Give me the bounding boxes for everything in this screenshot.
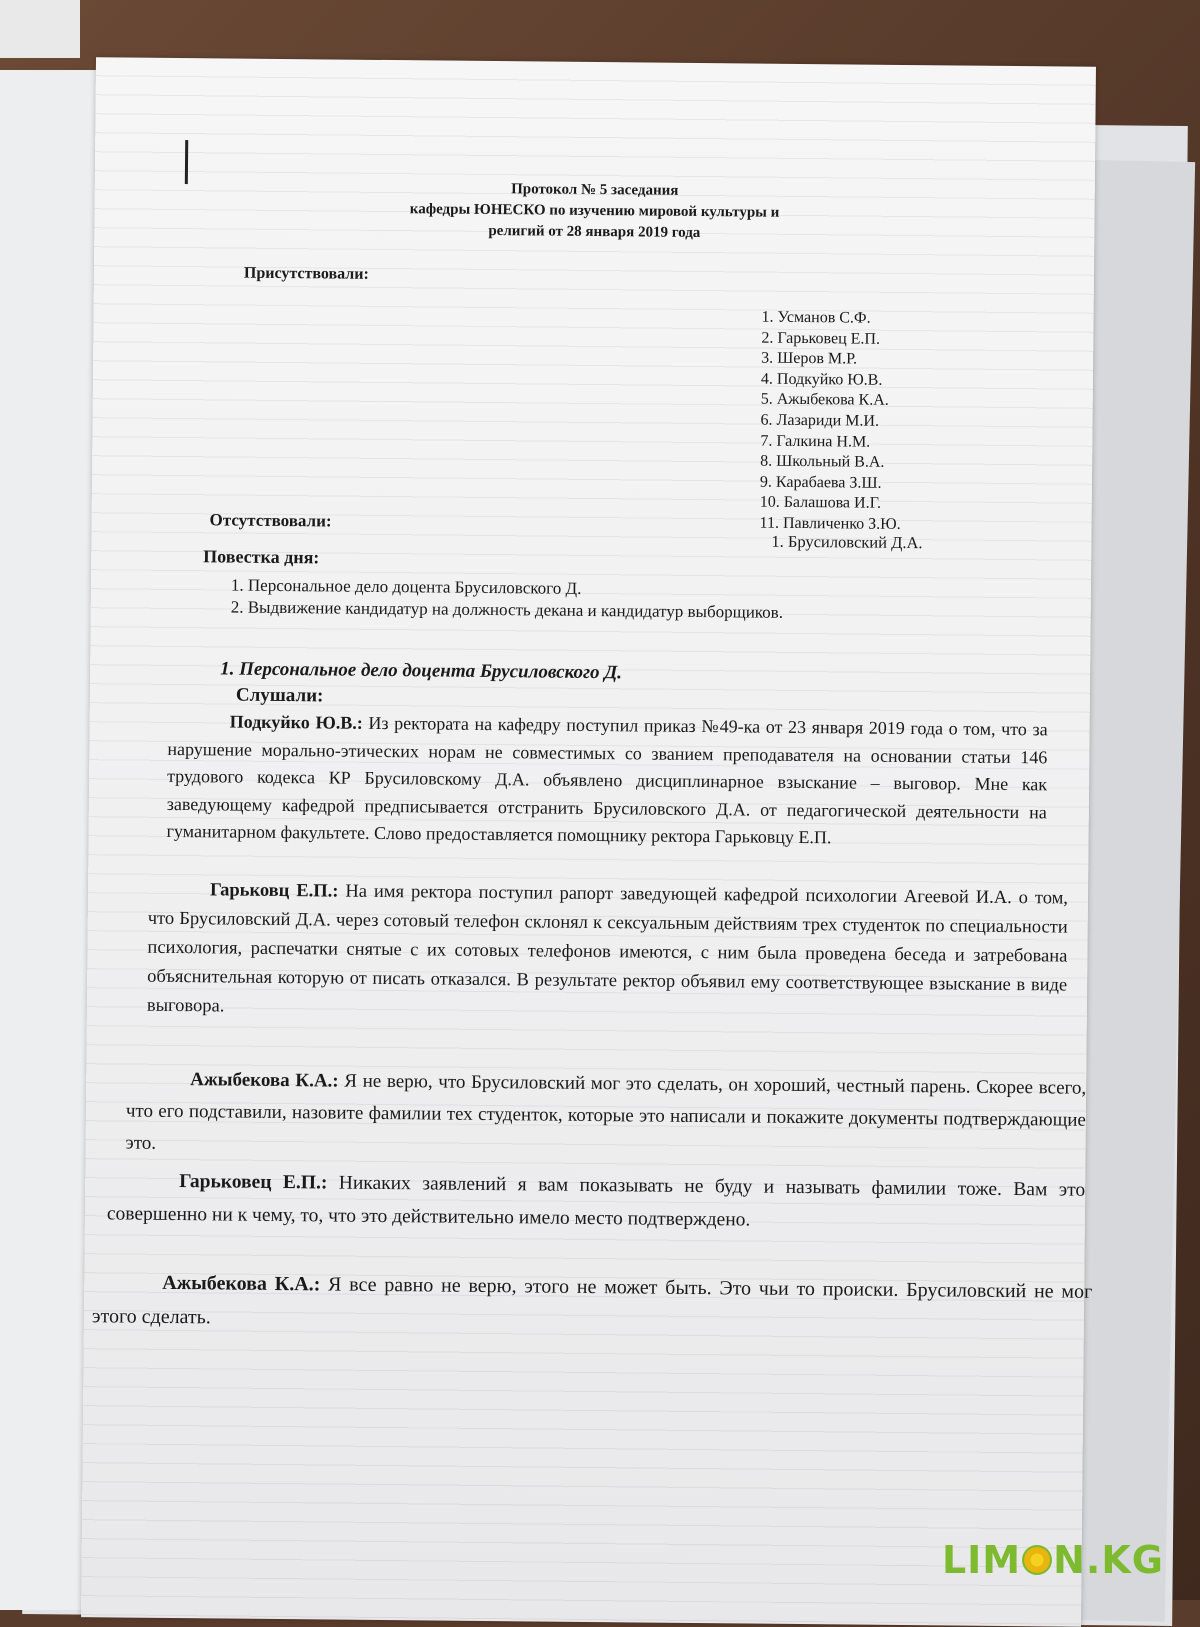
agenda-list — [231, 575, 784, 624]
attendee-item: 6. Лазариди М.И. — [760, 411, 880, 430]
attendee-item: 11. Павличенко З.Ю. — [759, 514, 901, 533]
attendee-item: 7. Галкина Н.М. — [760, 432, 871, 451]
minutes-paragraph — [147, 876, 1068, 1030]
minutes-paragraph — [107, 1165, 1086, 1239]
background-paper-corner — [0, 0, 80, 58]
logo-text-suffix: N.KG — [1053, 1538, 1164, 1582]
site-watermark-logo — [942, 1538, 1164, 1582]
attendee-item: 1. Усманов С.Ф. — [761, 308, 871, 327]
speech-text: Я все равно не верю, этого не может быть. Это чьи то происки. Брусиловский не мог этого сделать. — [91, 1273, 1093, 1329]
speaker-name: Ажыбекова К.А.: — [190, 1069, 339, 1092]
title-line: религий от 28 января 2019 года — [488, 222, 701, 242]
document-title — [94, 175, 1095, 248]
agenda-label: Повестка дня: — [203, 546, 320, 568]
speaker-name: Ажыбекова К.А.: — [162, 1271, 321, 1296]
speech-text: Из ректората на кафедру поступил приказ №49-ка от 23 января 2019 года о том, что за нарушение морально-этических норам не совместимых со званием преподавателя на основании статьи 146 трудового кодекса КР Брусиловскому Д.А. объявлено дисциплинарное взыскание – выговор. Мне как заведующему кафедрой предписывается отстранить Брусиловского Д.А. от педагогической деятельности на гуманитарном факультете. Слово предоставляется помощнику ректора Гарьковцу Е.П. — [166, 712, 1048, 848]
absent-label: Отсутствовали: — [209, 510, 332, 531]
title-line: Протокол № 5 заседания — [511, 181, 679, 199]
speech-text: На имя ректора поступил рапорт заведующей кафедрой психологии Агеевой И.А. о том, что Брусиловский Д.А. через сотовый телефон склонял к сексуальным действиям трех студенток по специальности психология, распечатки снятые с их сотовых телефонов имеются, с ним была проведена беседа и затребована объяснительная которую от писать отказался. В результате ректор объявил ему соответствующее взыскание в виде выговора. — [146, 881, 1069, 1017]
attendee-item: 5. Ажыбекова К.А. — [760, 390, 889, 410]
attendees-list — [759, 308, 902, 536]
speech-text: Я не верю, что Брусиловский мог это сделать, он хороший, честный парень. Скорее всего, что его подставили, назовите фамилии тех студенток, которые это написали и покажите документы подтверждающие это. — [125, 1070, 1087, 1154]
minutes-paragraph — [166, 708, 1047, 854]
minutes-paragraph — [92, 1265, 1093, 1343]
attendee-item: 3. Шеров М.Р. — [761, 349, 858, 368]
document-page — [81, 57, 1096, 1627]
absent-item: 1. Брусиловский Д.А. — [771, 531, 923, 553]
section-heading: 1. Персональное дело доцента Брусиловского Д. — [220, 658, 623, 684]
attendee-item: 10. Балашова И.Г. — [759, 493, 882, 513]
absent-list — [771, 532, 922, 553]
heard-label: Слушали: — [235, 684, 324, 707]
agenda-item: 2. Выдвижение кандидатур на должность декана и кандидатур выборщиков. — [230, 597, 784, 622]
minutes-paragraph — [125, 1064, 1086, 1169]
attendee-item: 9. Карабаева З.Ш. — [759, 473, 882, 492]
attendee-item: 4. Подкуйко Ю.В. — [760, 370, 883, 389]
attendee-item: 8. Школьный В.А. — [760, 452, 885, 471]
speaker-name: Гарьковц Е.П.: — [209, 880, 339, 902]
present-label: Присутствовали: — [243, 264, 369, 283]
agenda-item: 1. Персональное дело доцента Брусиловского Д. — [230, 575, 582, 598]
logo-text-prefix: LIM — [941, 1538, 1022, 1582]
attendee-item: 2. Гарьковец Е.П. — [761, 329, 881, 348]
title-line: кафедры ЮНЕСКО по изучению мировой культуры и — [409, 201, 780, 221]
speaker-name: Подкуйко Ю.В.: — [229, 711, 363, 733]
speech-text: Никаких заявлений я вам показывать не буду и называть фамилии тоже. Вам это совершенно ни к чему, то, что это действительно имело место подтверждено. — [106, 1172, 1086, 1231]
speaker-name: Гарьковец Е.П.: — [179, 1171, 328, 1194]
lemon-slice-icon — [1022, 1545, 1052, 1575]
